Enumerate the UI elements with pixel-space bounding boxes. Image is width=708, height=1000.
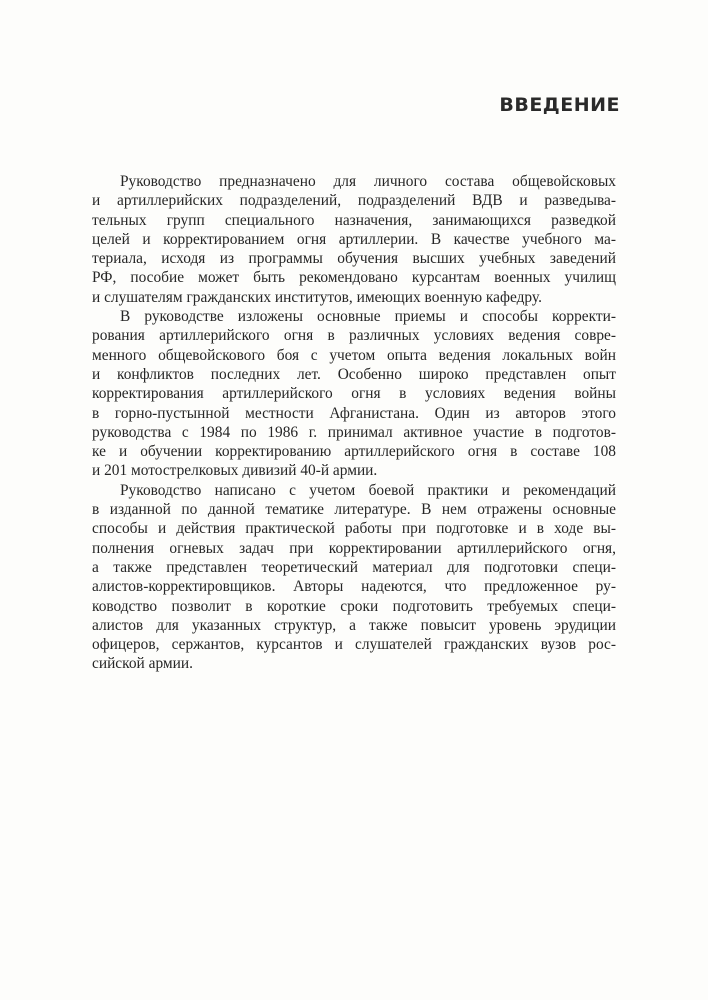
text-line: тельных групп специального назначения, занимающихся разведкой [92,211,616,229]
text-line: алистов-корректировщиков. Авторы надеются, что предложенное ру- [92,578,616,596]
text-line: а также представлен теоретический материал для подготовки специ- [92,558,616,576]
body-text [92,172,616,674]
text-line: руководства с 1984 по 1986 г. принимал активное участие в подготов- [92,423,616,441]
text-line: и конфликтов последних лет. Особенно широко представлен опыт [92,365,616,383]
page-title: ВВЕДЕНИЕ [499,94,620,116]
text-line: РФ, пособие может быть рекомендовано курсантам военных училищ [92,269,616,287]
text-line: сийской армии. [92,655,193,673]
text-line: рования артиллерийского огня в различных условиях ведения совре- [92,327,616,345]
text-line: Руководство предназначено для личного состава общевойсковых [120,173,616,190]
text-line: ке и обучении корректированию артиллерийского огня в составе 108 [92,443,616,461]
text-line: и 201 мотострелковых дивизий 40-й армии. [92,462,378,480]
text-line: в горно-пустынной местности Афганистана. Один из авторов этого [92,404,616,422]
text-line: териала, исходя из программы обучения высших учебных заведений [92,250,616,268]
text-line: алистов для указанных структур, а также повысит уровень эрудиции [92,616,616,634]
text-line: В руководстве изложены основные приемы и способы корректи- [120,308,616,326]
text-line: целей и корректированием огня артиллерии. В качестве учебного ма- [92,230,616,248]
text-line: полнения огневых задач при корректировании артиллерийского огня, [92,539,616,557]
text-line: и слушателям гражданских институтов, имеющих военную кафедру. [92,288,542,306]
text-line: офицеров, сержантов, курсантов и слушателей гражданских вузов рос- [92,636,616,654]
text-line: Руководство написано с учетом боевой практики и рекомендаций [120,481,616,499]
text-line: ководство позволит в короткие сроки подготовить требуемых специ- [92,597,616,615]
text-line: корректирования артиллерийского огня в условиях ведения войны [92,385,616,403]
text-line: менного общевойскового боя с учетом опыта ведения локальных войн [92,346,616,364]
text-line: в изданной по данной тематике литературе. В нем отражены основные [92,501,616,519]
paragraph-2 [92,307,616,481]
text-line: способы и действия практической работы при подготовке и в ходе вы- [92,520,616,538]
paragraph-3 [92,481,616,674]
text-line: и артиллерийских подразделений, подразделений ВДВ и разведыва- [92,192,616,210]
paragraph-1 [92,172,616,307]
